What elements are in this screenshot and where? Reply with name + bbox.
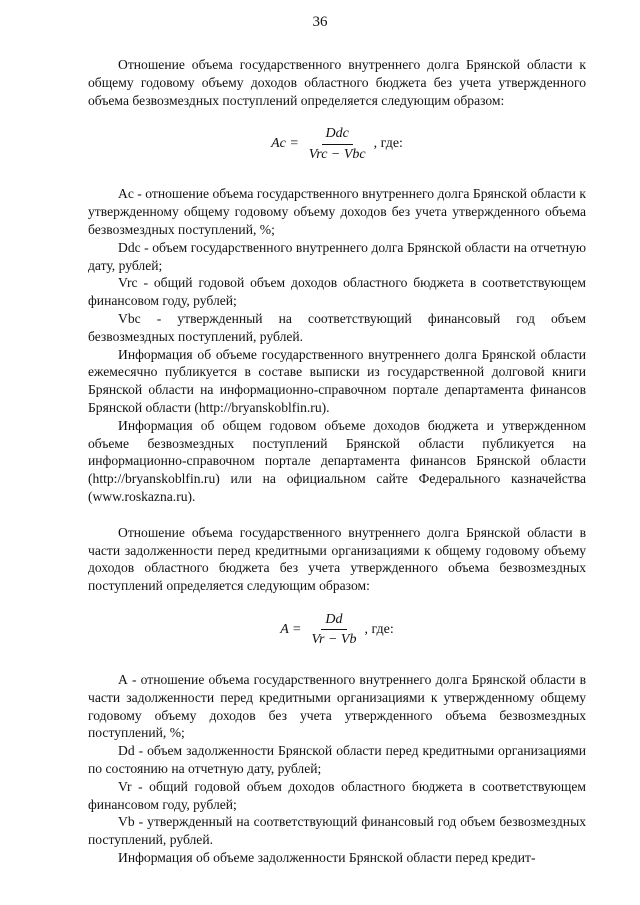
formula-ac-denominator: Vrc − Vbc <box>308 146 366 162</box>
section1-info-revenue: Информация об общем годовом объеме доходов бюджета и утвержденном объеме безвозмездных поступлений Брянской области публикуется на информационно-справочном портале департамента финансов Брянской области (http://bryanskoblfin.ru) или на официальном сайте Федерального казначейства (www.roskazna.ru). <box>88 417 586 504</box>
definition-vbc: Vbc - утвержденный на соответствующий финансовый год объем безвозмездных поступлений, рублей. <box>88 310 586 344</box>
section1-intro: Отношение объема государственного внутреннего долга Брянской области к общему годовому объему доходов областного бюджета без учета утвержденного объема безвозмездных поступлений определяется следующим образом: <box>88 57 586 108</box>
definition-ddc: Ddc - объем государственного внутреннего долга Брянской области на отчетную дату, рублей; <box>88 239 586 273</box>
formula-a-fraction <box>308 611 361 650</box>
formula-a <box>88 607 586 653</box>
formula-a-tail: , где: <box>364 622 394 638</box>
definition-ac: Ac - отношение объема государственного внутреннего долга Брянской области к утвержденному общему годовому объему доходов без учета утвержденного объема безвозмездных поступлений, %; <box>88 186 586 237</box>
document-body <box>88 56 586 867</box>
section2-info-debt: Информация об объеме задолженности Брянской области перед кредит- <box>118 849 536 865</box>
section1-info-debt: Информация об объеме государственного внутреннего долга Брянской области ежемесячно публикуется в составе выписки из государственной долговой книги Брянской области на информационно-справочном портале департамента финансов Брянской области (http://bryanskoblfin.ru). <box>88 346 586 415</box>
formula-a-numerator: Dd <box>321 611 346 631</box>
spacer <box>88 506 586 524</box>
spacer <box>88 653 586 671</box>
definition-dd: Dd - объем задолженности Брянской области перед кредитными организациями по состоянию на отчетную дату, рублей; <box>88 743 586 776</box>
formula-ac-numerator: Ddc <box>322 125 353 145</box>
formula-ac <box>88 121 586 167</box>
definition-vb: Vb - утвержденный на соответствующий финансовый год объем безвозмездных поступлений, рублей. <box>88 814 586 848</box>
formula-ac-tail: , где: <box>373 136 403 152</box>
formula-ac-fraction <box>305 125 370 164</box>
section2-intro: Отношение объема государственного внутреннего долга Брянской области в части задолженности перед кредитными организациями к общему годовому объему доходов областного бюджета без учета утвержденного объема безвозмездных поступлений определяется следующим образом: <box>88 524 586 594</box>
definition-vr: Vr - общий годовой объем доходов областного бюджета в соответствующем финансовом году, рублей; <box>88 778 586 812</box>
definition-a: А - отношение объема государственного внутреннего долга Брянской области в части задолженности перед кредитными организациями к утвержденному общему годовому объему доходов без учета утвержденного объема безвозмездных поступлений, %; <box>88 671 586 741</box>
formula-a-lhs: A = <box>280 622 302 638</box>
page-number: 36 <box>312 14 328 30</box>
definition-vrc: Vrc - общий годовой объем доходов областного бюджета в соответствующем финансовом году, рублей; <box>88 275 586 309</box>
formula-a-denominator: Vr − Vb <box>311 632 357 648</box>
formula-ac-lhs: Ac = <box>271 136 299 152</box>
spacer <box>88 167 586 185</box>
